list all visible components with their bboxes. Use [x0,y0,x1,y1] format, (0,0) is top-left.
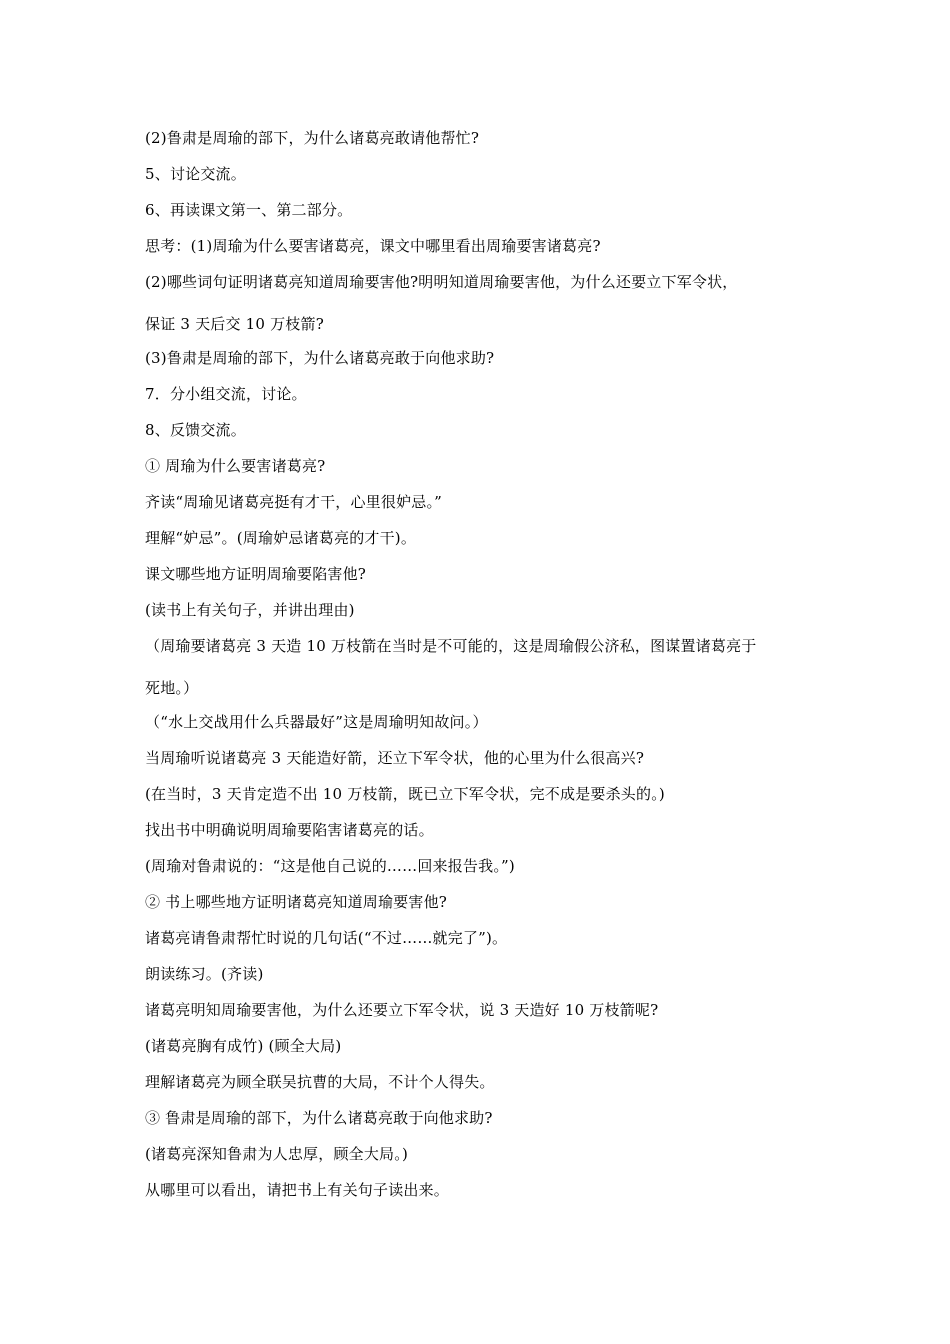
text-line: (3)鲁肃是周瑜的部下，为什么诸葛亮敢于向他求助? [145,349,495,367]
text-line: 课文哪些地方证明周瑜要陷害他? [145,565,367,583]
text-line: ③ 鲁肃是周瑜的部下，为什么诸葛亮敢于向他求助? [145,1109,493,1127]
text-line: 诸葛亮请鲁肃帮忙时说的几句话(“不过……就完了”)。 [145,929,508,947]
text-line: 当周瑜听说诸葛亮 3 天能造好箭，还立下军令状，他的心里为什么很高兴? [145,749,645,767]
text-line: 从哪里可以看出，请把书上有关句子读出来。 [145,1181,450,1199]
text-line: 6、再读课文第一、第二部分。 [145,201,353,219]
text-line: (诸葛亮胸有成竹) (顾全大局) [145,1037,342,1055]
text-line: 5、讨论交流。 [145,165,246,183]
text-line: 朗读练习。(齐读) [145,965,264,983]
text-line: (诸葛亮深知鲁肃为人忠厚，顾全大局。) [145,1145,409,1163]
text-line: 7．分小组交流，讨论。 [145,385,307,403]
text-line: 理解“妒忌”。(周瑜妒忌诸葛亮的才干)。 [145,529,417,547]
text-line: 思考：(1)周瑜为什么要害诸葛亮，课文中哪里看出周瑜要害诸葛亮? [145,237,601,255]
text-line: （周瑜要诸葛亮 3 天造 10 万枝箭在当时是不可能的，这是周瑜假公济私，图谋置诸葛亮于 [145,637,757,655]
text-line: 诸葛亮明知周瑜要害他，为什么还要立下军令状，说 3 天造好 10 万枝箭呢? [145,1001,659,1019]
text-line: (2)鲁肃是周瑜的部下，为什么诸葛亮敢请他帮忙? [145,129,480,147]
text-line: 找出书中明确说明周瑜要陷害诸葛亮的话。 [145,821,434,839]
text-line: （“水上交战用什么兵器最好”这是周瑜明知故问。） [145,713,488,731]
text-line: (2)哪些词句证明诸葛亮知道周瑜要害他?明明知道周瑜要害他，为什么还要立下军令状， [145,273,738,291]
text-line: (读书上有关句子，并讲出理由) [145,601,355,619]
text-line: 齐读“周瑜见诸葛亮挺有才干，心里很妒忌。” [145,493,443,511]
text-line: ① 周瑜为什么要害诸葛亮? [145,457,326,475]
text-line: (在当时，3 天肯定造不出 10 万枝箭，既已立下军令状，完不成是要杀头的。) [145,785,665,803]
text-line: 保证 3 天后交 10 万枝箭? [145,315,324,333]
text-line: 理解诸葛亮为顾全联吴抗曹的大局，不计个人得失。 [145,1073,495,1091]
text-line: 8、反馈交流。 [145,421,246,439]
text-line: (周瑜对鲁肃说的：“这是他自己说的……回来报告我。”) [145,857,515,875]
text-line: 死地。） [145,679,199,697]
text-line: ② 书上哪些地方证明诸葛亮知道周瑜要害他? [145,893,448,911]
